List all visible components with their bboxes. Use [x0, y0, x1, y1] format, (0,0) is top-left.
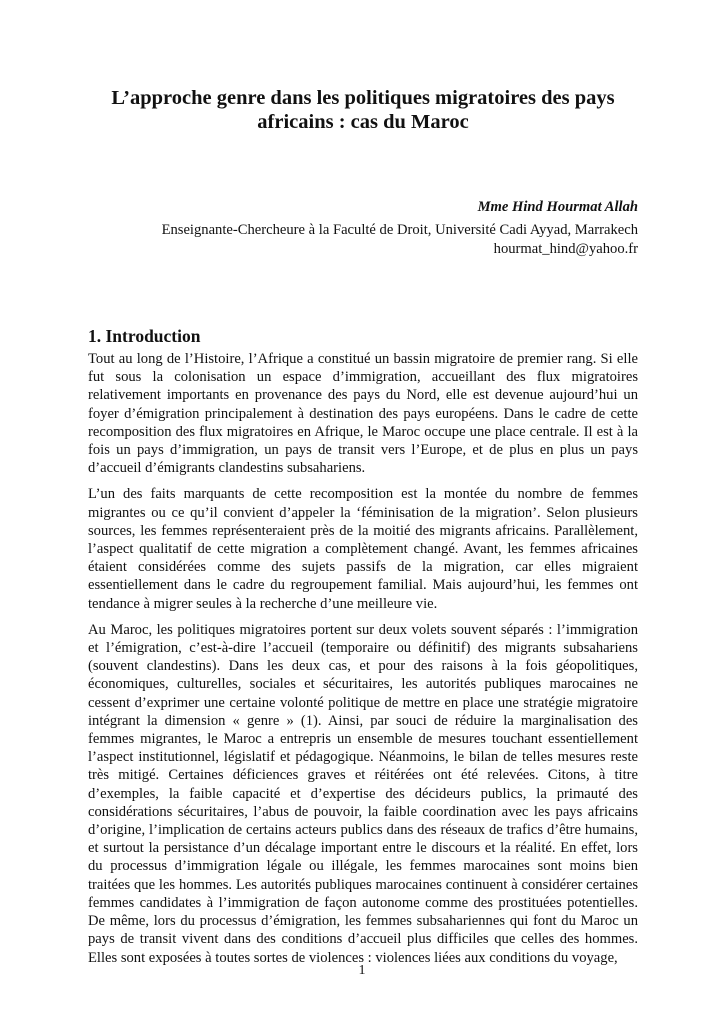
- page-number: 1: [358, 963, 366, 978]
- section-body: [88, 350, 638, 975]
- paragraph: Tout au long de l’Histoire, l’Afrique a constitué un bassin migratoire de premier rang. Si elle fut sous la colonisation un espace d’immigration, accueillant des flux migratoires relativement importants en provenance des pays du Nord, elle est devenue aujourd’hui un foyer d’émigration principalement à destination des pays européens. Dans le cadre de cette recomposition des flux migratoires en Afrique, le Maroc occupe une place centrale. Il est à la fois un pays d’immigration, un pays de transit vers l’Europe, et de plus en plus un pays d’accueil d’émigrants clandestins subsahariens.: [88, 351, 638, 477]
- paragraph: L’un des faits marquants de cette recomposition est la montée du nombre de femmes migrantes ou ce qu’il convient d’appeler la ‘féminisation de la migration’. Selon plusieurs sources, les femmes représenteraient près de la moitié des migrants africains. Parallèlement, l’aspect qualitatif de cette migration a complètement changé. Avant, les femmes africaines étaient considérées comme des sujets passifs de la migration, car elles migraient essentiellement dans le cadre du regroupement familial. Mais aujourd’hui, les femmes ont tendance à migrer seules à la recherche d’une meilleure vie.: [88, 486, 638, 612]
- document-title: [88, 86, 638, 134]
- author-block: [118, 198, 638, 259]
- section-heading: 1. Introduction: [88, 326, 201, 346]
- author-affiliation: Enseignante-Chercheure à la Faculté de Droit, Université Cadi Ayyad, Marrakech: [161, 222, 638, 238]
- title-line-2: africains : cas du Maroc: [257, 111, 469, 133]
- title-line-1: L’approche genre dans les politiques migratoires des pays: [111, 87, 615, 109]
- author-name: Mme Hind Hourmat Allah: [477, 199, 638, 215]
- paragraph: Au Maroc, les politiques migratoires portent sur deux volets souvent séparés : l’immigration et l’émigration, c’est-à-dire l’accueil (temporaire ou définitif) des migrants subsahariens (souvent clandestins). Dans les deux cas, et pour des raisons à la fois géopolitiques, économiques, culturelles, sociales et sécuritaires, les autorités publiques marocaines ne cessent d’exprimer une certaine volonté politique de mettre en place une stratégie migratoire intégrant la dimension « genre » (1). Ainsi, par souci de réduire la marginalisation des femmes migrantes, le Maroc a entrepris un ensemble de mesures touchant essentiellement l’aspect institutionnel, législatif et pédagogique. Néanmoins, le bilan de telles mesures reste très mitigé. Certaines déficiences graves et réitérées ont été relevées. Citons, à titre d’exemples, la faible capacité et d’expertise des décideurs publics, la primauté des considérations sécuritaires, l’abus de pouvoir, la faible coordination avec les pays africains d’origine, l’implication de certains acteurs publics dans des réseaux de trafics d’être humains, et surtout la persistance d’un décalage important entre le discours et la réalité. En effet, lors du processus d’immigration légale ou illégale, les femmes marocaines sont moins bien traitées que les hommes. Les autorités publiques marocaines continuent à considérer certaines femmes candidates à l’immigration de façon autonome comme des prostituées potentielles. De même, lors du processus d’émigration, les femmes subsahariennes qui font du Maroc un pays de transit vivent dans des conditions d’accueil plus difficiles que celles des hommes. Elles sont exposées à toutes sortes de violences : violences liées aux conditions du voyage,: [88, 621, 638, 966]
- author-email[interactable]: hourmat_hind@yahoo.fr: [493, 241, 638, 257]
